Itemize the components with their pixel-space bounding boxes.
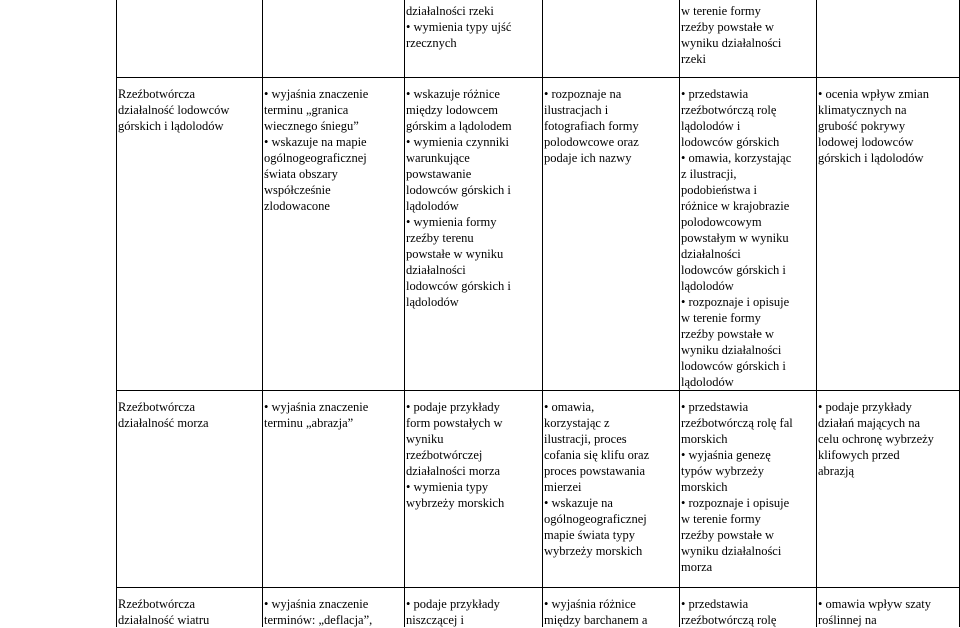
table-cell-wiatr-col3 [406, 596, 539, 628]
cell-text-line: lodowców górskich i [406, 279, 511, 293]
table-cell-lodowce-col1 [118, 86, 259, 134]
table-cell-top-col3 [406, 3, 539, 51]
cell-text-line: rzeźby powstałe w [681, 528, 775, 542]
cell-text-line: powstałe w wyniku [406, 247, 504, 261]
cell-text-line: polodowcowym [681, 215, 762, 229]
cell-text-line: terminu „granica [264, 103, 349, 117]
cell-text-line: lądolodów [406, 199, 459, 213]
cell-text-line: lodowców górskich [681, 135, 780, 149]
cell-text-line: • podaje przykłady [406, 400, 500, 414]
cell-text-line: między barchanem a [544, 613, 648, 627]
cell-text-line: abrazją [818, 464, 855, 478]
cell-text-line: działalność wiatru [118, 613, 210, 627]
table-cell-lodowce-col6 [818, 86, 956, 166]
cell-text-line: wyniku działalności [681, 343, 782, 357]
cell-text-line: mapie świata typy [544, 528, 635, 542]
cell-text-line: z ilustracji, [681, 167, 737, 181]
cell-text-line: • przedstawia [681, 597, 749, 611]
cell-text-line: działalności morza [406, 464, 501, 478]
table-cell-morze-col4 [544, 399, 676, 559]
cell-text-line: w terenie formy [681, 311, 761, 325]
table-cell-morze-col6 [818, 399, 956, 479]
table-cell-lodowce-col3 [406, 86, 539, 310]
cell-text-line: górskich i lądolodów [118, 119, 224, 133]
cell-text-line: • omawia, korzystając [681, 151, 792, 165]
cell-text-line: • rozpoznaje i opisuje [681, 496, 790, 510]
table-cell-lodowce-col5 [681, 86, 813, 390]
cell-text-line: terminów: „deflacja”, [264, 613, 373, 627]
cell-text-line: wybrzeży morskich [544, 544, 643, 558]
cell-text-line: działalność morza [118, 416, 209, 430]
cell-text-line: Rzeźbotwórcza [118, 400, 196, 414]
cell-text-line: klimatycznych na [818, 103, 907, 117]
cell-text-line: • wskazuje na mapie [264, 135, 367, 149]
cell-text-line: lodowców górskich i [406, 183, 511, 197]
table-cell-top-col5 [681, 3, 813, 67]
cell-text-line: morskich [681, 432, 728, 446]
cell-text-line: typów wybrzeży [681, 464, 764, 478]
cell-text-line: rzeźby terenu [406, 231, 474, 245]
table-cell-wiatr-col2 [264, 596, 401, 628]
cell-text-line: morza [681, 560, 713, 574]
cell-text-line: proces powstawania [544, 464, 646, 478]
cell-text-line: • ocenia wpływ zmian [818, 87, 929, 101]
cell-text-line: powstałym w wyniku [681, 231, 789, 245]
cell-text-line: • wskazuje różnice [406, 87, 500, 101]
cell-text-line: • wymienia formy [406, 215, 497, 229]
cell-text-line: morskich [681, 480, 728, 494]
cell-text-line: działalności [681, 247, 741, 261]
cell-text-line: rzeźby powstałe w [681, 20, 775, 34]
table-cell-morze-col3 [406, 399, 539, 511]
cell-text-line: działań mających na [818, 416, 921, 430]
cell-text-line: grubość pokrywy [818, 119, 906, 133]
cell-text-line: działalność lodowców [118, 103, 230, 117]
cell-text-line: • wyjaśnia genezę [681, 448, 771, 462]
cell-text-line: w terenie formy [681, 4, 761, 18]
cell-text-line: • wyjaśnia znaczenie [264, 400, 369, 414]
cell-text-line: • wymienia czynniki [406, 135, 509, 149]
table-column-border [404, 0, 405, 627]
cell-text-line: świata obszary [264, 167, 338, 181]
table-cell-lodowce-col4 [544, 86, 676, 166]
cell-text-line: wybrzeży morskich [406, 496, 505, 510]
cell-text-line: Rzeźbotwórcza [118, 87, 196, 101]
table-column-border [679, 0, 680, 627]
cell-text-line: wyniku [406, 432, 444, 446]
cell-text-line: ogólnogeograficznej [544, 512, 647, 526]
table-column-border [116, 0, 117, 627]
cell-text-line: lądolodów [681, 279, 734, 293]
cell-text-line: terminu „abrazja” [264, 416, 354, 430]
cell-text-line: • wyjaśnia różnice [544, 597, 636, 611]
table-cell-wiatr-col4 [544, 596, 676, 628]
cell-text-line: lodowców górskich i [681, 359, 786, 373]
cell-text-line: lądolodów [406, 295, 459, 309]
cell-text-line: ilustracji, proces [544, 432, 627, 446]
cell-text-line: form powstałych w [406, 416, 503, 430]
cell-text-line: współcześnie [264, 183, 331, 197]
cell-text-line: • rozpoznaje na [544, 87, 622, 101]
cell-text-line: ilustracjach i [544, 103, 609, 117]
cell-text-line: rzeźbotwórczą rolę fal [681, 416, 793, 430]
cell-text-line: rzeźbotwórczej [406, 448, 483, 462]
cell-text-line: • podaje przykłady [818, 400, 912, 414]
cell-text-line: celu ochronę wybrzeży [818, 432, 934, 446]
cell-text-line: • przedstawia [681, 87, 749, 101]
cell-text-line: lądolodów [681, 375, 734, 389]
cell-text-line: • omawia, [544, 400, 595, 414]
cell-text-line: • wymienia typy [406, 480, 489, 494]
cell-text-line: roślinnej na [818, 613, 877, 627]
cell-text-line: • wymienia typy ujść [406, 20, 512, 34]
table-cell-lodowce-col2 [264, 86, 401, 214]
cell-text-line: działalności rzeki [406, 4, 494, 18]
cell-text-line: podaje ich nazwy [544, 151, 632, 165]
cell-text-line: rzeki [681, 52, 706, 66]
cell-text-line: Rzeźbotwórcza [118, 597, 196, 611]
cell-text-line: działalności [406, 263, 466, 277]
cell-text-line: wiecznego śniegu” [264, 119, 359, 133]
table-row-border [116, 390, 960, 391]
cell-text-line: niszczącej i [406, 613, 464, 627]
table-column-border [262, 0, 263, 627]
table-cell-morze-col5 [681, 399, 813, 575]
cell-text-line: rzeźbotwórczą rolę [681, 103, 777, 117]
table-column-border [542, 0, 543, 627]
cell-text-line: ogólnogeograficznej [264, 151, 367, 165]
table-row-border [116, 587, 960, 588]
cell-text-line: wyniku działalności [681, 36, 782, 50]
cell-text-line: rzeźby powstałe w [681, 327, 775, 341]
cell-text-line: korzystając z [544, 416, 610, 430]
table-cell-morze-col1 [118, 399, 259, 431]
cell-text-line: rzeźbotwórczą rolę [681, 613, 777, 627]
table-row-border [116, 77, 960, 78]
cell-text-line: górskim a lądolodem [406, 119, 512, 133]
cell-text-line: lodowców górskich i [681, 263, 786, 277]
cell-text-line: mierzei [544, 480, 582, 494]
cell-text-line: polodowcowe oraz [544, 135, 639, 149]
cell-text-line: warunkujące [406, 151, 470, 165]
cell-text-line: • przedstawia [681, 400, 749, 414]
table-cell-wiatr-col6 [818, 596, 956, 628]
cell-text-line: • wyjaśnia znaczenie [264, 597, 369, 611]
table-column-border [816, 0, 817, 627]
cell-text-line: lodowej lodowców [818, 135, 914, 149]
table-cell-morze-col2 [264, 399, 401, 431]
cell-text-line: podobieństwa i [681, 183, 758, 197]
table-cell-wiatr-col5 [681, 596, 813, 628]
cell-text-line: powstawanie [406, 167, 472, 181]
cell-text-line: górskich i lądolodów [818, 151, 924, 165]
cell-text-line: w terenie formy [681, 512, 761, 526]
cell-text-line: • wskazuje na [544, 496, 613, 510]
cell-text-line: rzecznych [406, 36, 457, 50]
cell-text-line: • rozpoznaje i opisuje [681, 295, 790, 309]
table-cell-wiatr-col1 [118, 596, 259, 628]
cell-text-line: między lodowcem [406, 103, 498, 117]
cell-text-line: • omawia wpływ szaty [818, 597, 932, 611]
cell-text-line: różnice w krajobrazie [681, 199, 790, 213]
cell-text-line: zlodowacone [264, 199, 330, 213]
cell-text-line: • wyjaśnia znaczenie [264, 87, 369, 101]
cell-text-line: klifowych przed [818, 448, 900, 462]
cell-text-line: • podaje przykłady [406, 597, 500, 611]
cell-text-line: fotografiach formy [544, 119, 639, 133]
cell-text-line: lądolodów i [681, 119, 741, 133]
cell-text-line: wyniku działalności [681, 544, 782, 558]
cell-text-line: cofania się klifu oraz [544, 448, 650, 462]
